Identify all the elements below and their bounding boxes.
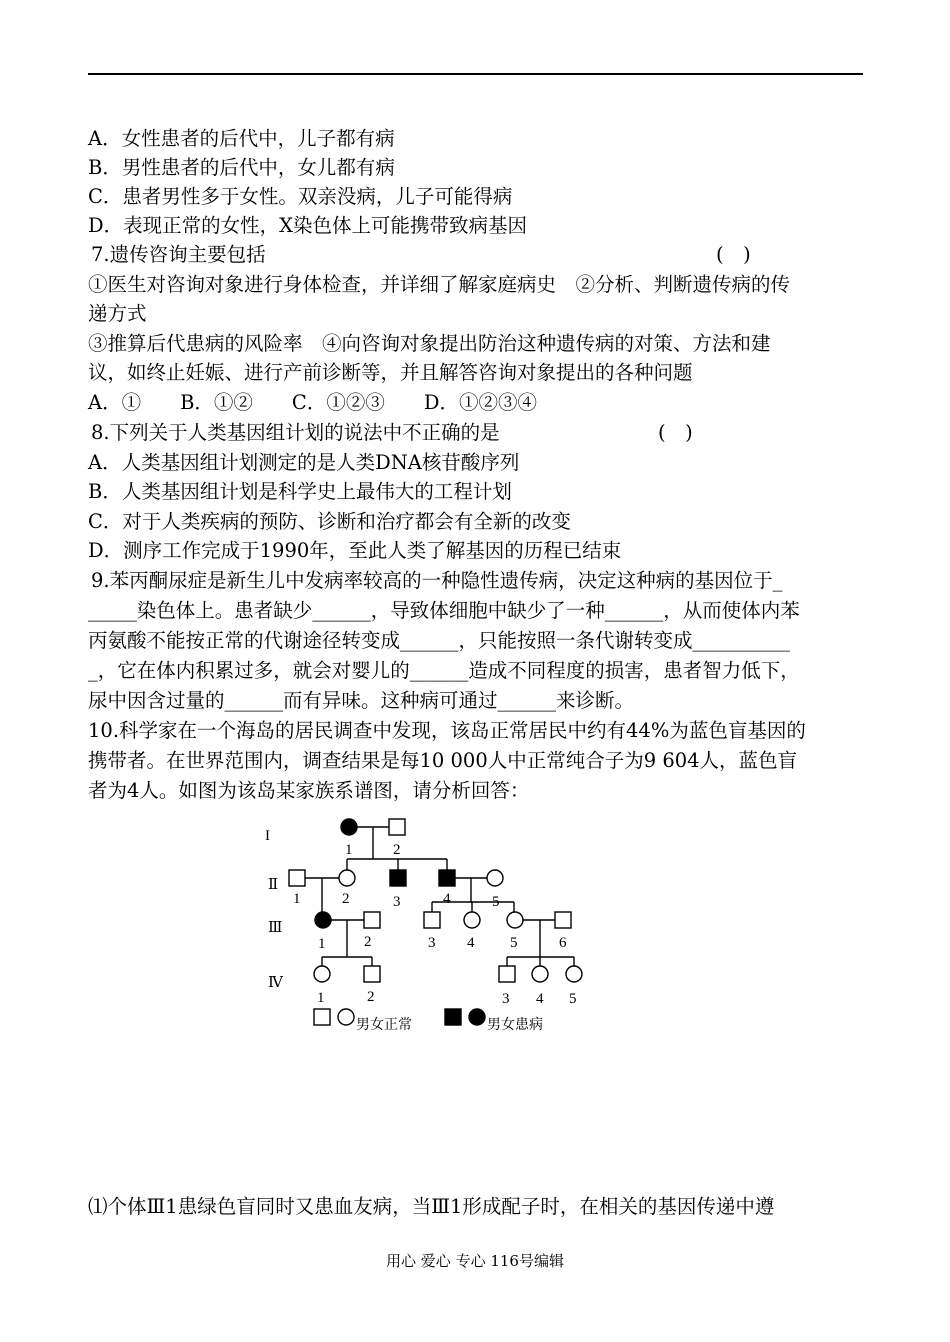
question-9-cont-2: 丙氨酸不能按正常的代谢途径转变成______，只能按照一条代谢转变成__________ — [88, 629, 791, 652]
pedigree-chart — [250, 810, 590, 1040]
I-1-affected-female — [341, 819, 357, 835]
num-III-3: 3 — [428, 935, 436, 951]
num-II-2: 2 — [342, 891, 350, 907]
num-III-6: 6 — [559, 935, 567, 951]
num-II-5: 5 — [492, 894, 500, 910]
num-II-3: 3 — [393, 894, 401, 910]
num-IV-1: 1 — [317, 990, 325, 1006]
question-10-cont-2: 者为4人。如图为该岛某家族系谱图，请分析回答： — [88, 779, 530, 802]
num-III-1: 1 — [318, 936, 326, 952]
num-IV-5: 5 — [569, 991, 577, 1007]
q7-options: A．① B．①② C．①②③ D．①②③④ — [88, 391, 537, 414]
answer-blank-8: ( ) — [658, 421, 693, 444]
question-7: 7.遗传咨询主要包括 — [91, 243, 266, 266]
III-3-normal-male — [424, 912, 440, 928]
legend-affected-label: 男女患病 — [487, 1018, 543, 1033]
gen-label-III: Ⅲ — [268, 920, 283, 936]
question-8: 8.下列关于人类基因组计划的说法中不正确的是 — [91, 421, 500, 444]
II-2-normal-female — [339, 870, 355, 886]
I-2-normal-male — [389, 819, 405, 835]
gen-label-IV: Ⅳ — [268, 975, 283, 991]
num-III-5: 5 — [510, 935, 518, 951]
IV-2-normal-male — [364, 966, 380, 982]
answer-blank-7: ( ) — [716, 243, 751, 266]
II-1-normal-male — [289, 870, 305, 886]
legend-affected-female-icon — [469, 1009, 485, 1025]
II-5-normal-female — [487, 870, 503, 886]
q8-option-c: C．对于人类疾病的预防、诊断和治疗都会有全新的改变 — [88, 510, 571, 533]
num-IV-2: 2 — [367, 989, 375, 1005]
num-III-4: 4 — [467, 935, 475, 951]
IV-5-normal-female — [566, 966, 582, 982]
num-IV-4: 4 — [536, 991, 544, 1007]
IV-4-normal-female — [532, 966, 548, 982]
legend-normal-label: 男女正常 — [356, 1018, 412, 1033]
III-6-normal-male — [555, 912, 571, 928]
III-4-normal-female — [464, 912, 480, 928]
question-9-cont-1: _____染色体上。患者缺少______，导致体细胞中缺少了一种______，从而使体内苯 — [88, 599, 800, 622]
III-5-normal-female — [507, 912, 523, 928]
num-II-4: 4 — [443, 891, 451, 907]
num-I-2: 2 — [393, 842, 401, 858]
q7-item-1-cont: 递方式 — [88, 302, 147, 325]
option-a: A．女性患者的后代中，儿子都有病 — [88, 127, 395, 150]
legend-affected-male-icon — [445, 1009, 461, 1025]
IV-3-normal-male — [499, 966, 515, 982]
gen-label-II: Ⅱ — [268, 877, 279, 893]
option-d: D．表现正常的女性，X染色体上可能携带致病基因 — [88, 214, 528, 237]
legend-normal-female-icon — [338, 1009, 354, 1025]
question-9: 9.苯丙酮尿症是新生儿中发病率较高的一种隐性遗传病，决定这种病的基因位于_ — [91, 569, 783, 592]
III-2-normal-male — [364, 912, 380, 928]
page-footer: 用心 爱心 专心 116号编辑 — [386, 1252, 564, 1270]
q7-item-3-cont: 议，如终止妊娠、进行产前诊断等，并且解答咨询对象提出的各种问题 — [88, 361, 693, 384]
gen-label-I: I — [265, 828, 270, 844]
question-9-cont-4: 尿中因含过量的______而有异味。这种病可通过______来诊断。 — [88, 689, 635, 712]
num-IV-3: 3 — [502, 991, 510, 1007]
q8-option-a: A．人类基因组计划测定的是人类DNA核苷酸序列 — [88, 451, 520, 474]
num-III-2: 2 — [364, 934, 372, 950]
option-c: C．患者男性多于女性。双亲没病，儿子可能得病 — [88, 185, 513, 208]
option-b: B．男性患者的后代中，女儿都有病 — [88, 156, 395, 179]
q8-option-b: B．人类基因组计划是科学史上最伟大的工程计划 — [88, 480, 512, 503]
q7-item-3: ③推算后代患病的风险率 ④向咨询对象提出防治这种遗传病的对策、方法和建 — [88, 332, 771, 355]
question-10-part-1: ⑴个体Ⅲ1患绿色盲同时又患血友病，当Ⅲ1形成配子时，在相关的基因传递中遵 — [88, 1195, 775, 1218]
II-3-affected-male — [390, 870, 406, 886]
IV-1-normal-female — [314, 966, 330, 982]
num-I-1: 1 — [345, 842, 353, 858]
III-1-affected-female — [315, 912, 331, 928]
II-4-affected-male — [439, 870, 455, 886]
question-10-cont-1: 携带者。在世界范围内，调查结果是每10 000人中正常纯合子为9 604人，蓝色盲 — [88, 749, 798, 772]
q7-item-1: ①医生对咨询对象进行身体检查，并详细了解家庭病史 ②分析、判断遗传病的传 — [88, 273, 791, 296]
q8-option-d: D．测序工作完成于1990年，至此人类了解基因的历程已结束 — [88, 539, 622, 562]
num-II-1: 1 — [293, 891, 301, 907]
top-rule — [88, 73, 863, 75]
legend-normal-male-icon — [314, 1009, 330, 1025]
question-10: 10.科学家在一个海岛的居民调查中发现，该岛正常居民中约有44%为蓝色盲基因的 — [88, 719, 806, 742]
question-9-cont-3: _，它在体内积累过多，就会对婴儿的______造成不同程度的损害，患者智力低下， — [88, 659, 800, 682]
